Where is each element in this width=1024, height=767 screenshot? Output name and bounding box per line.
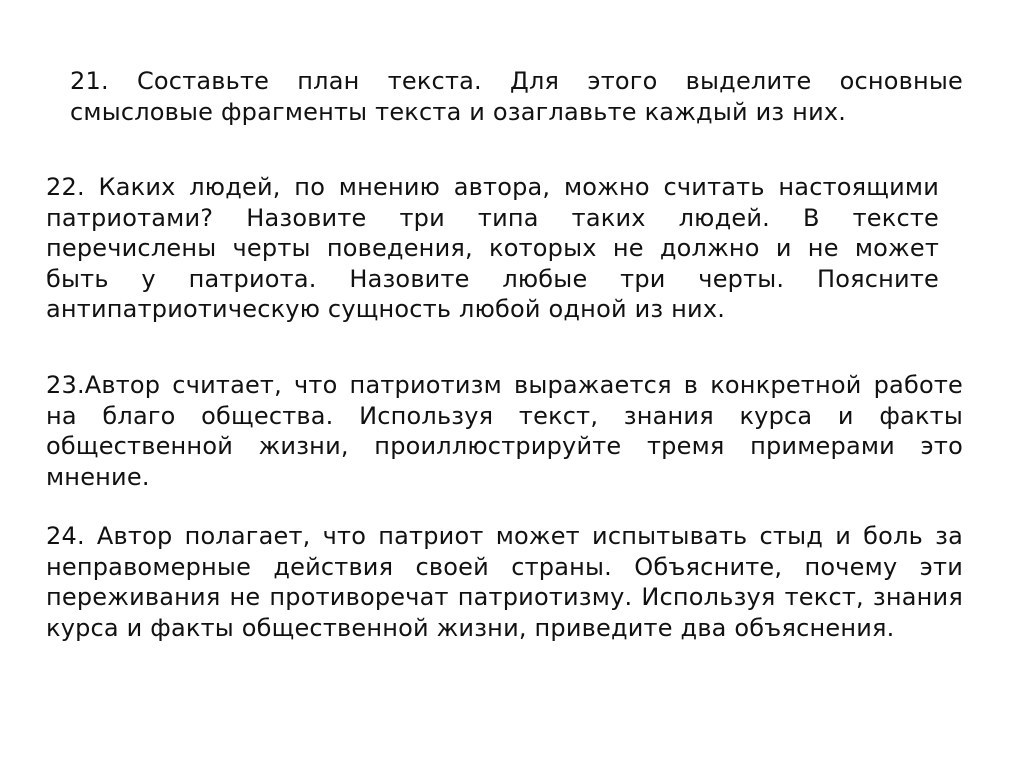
task-21-text: 21. Составьте план текста. Для этого выделите основные смысловые фрагменты текста и озаглавьте каждый из них.: [70, 67, 963, 126]
task-23-text: 23.Автор считает, что патриотизм выражается в конкретной работе на благо общества. Используя текст, знания курса и факты общественной жизни, проиллюстрируйте тремя примерами это мнение.: [46, 371, 963, 491]
task-24-text: 24. Автор полагает, что патриот может испытывать стыд и боль за неправомерные действия своей страны. Объясните, почему эти переживания не противоречат патриотизму. Используя текст, знания курса и факты общественной жизни, приведите два объяснения.: [46, 522, 963, 642]
task-22-text: 22. Каких людей, по мнению автора, можно считать настоящими патриотами? Назовите три типа таких людей. В тексте перечислены черты поведения, которых не должно и не может быть у патриота. Назовите любые три черты. Поясните антипатриотическую сущность любой одной из них.: [46, 173, 939, 323]
